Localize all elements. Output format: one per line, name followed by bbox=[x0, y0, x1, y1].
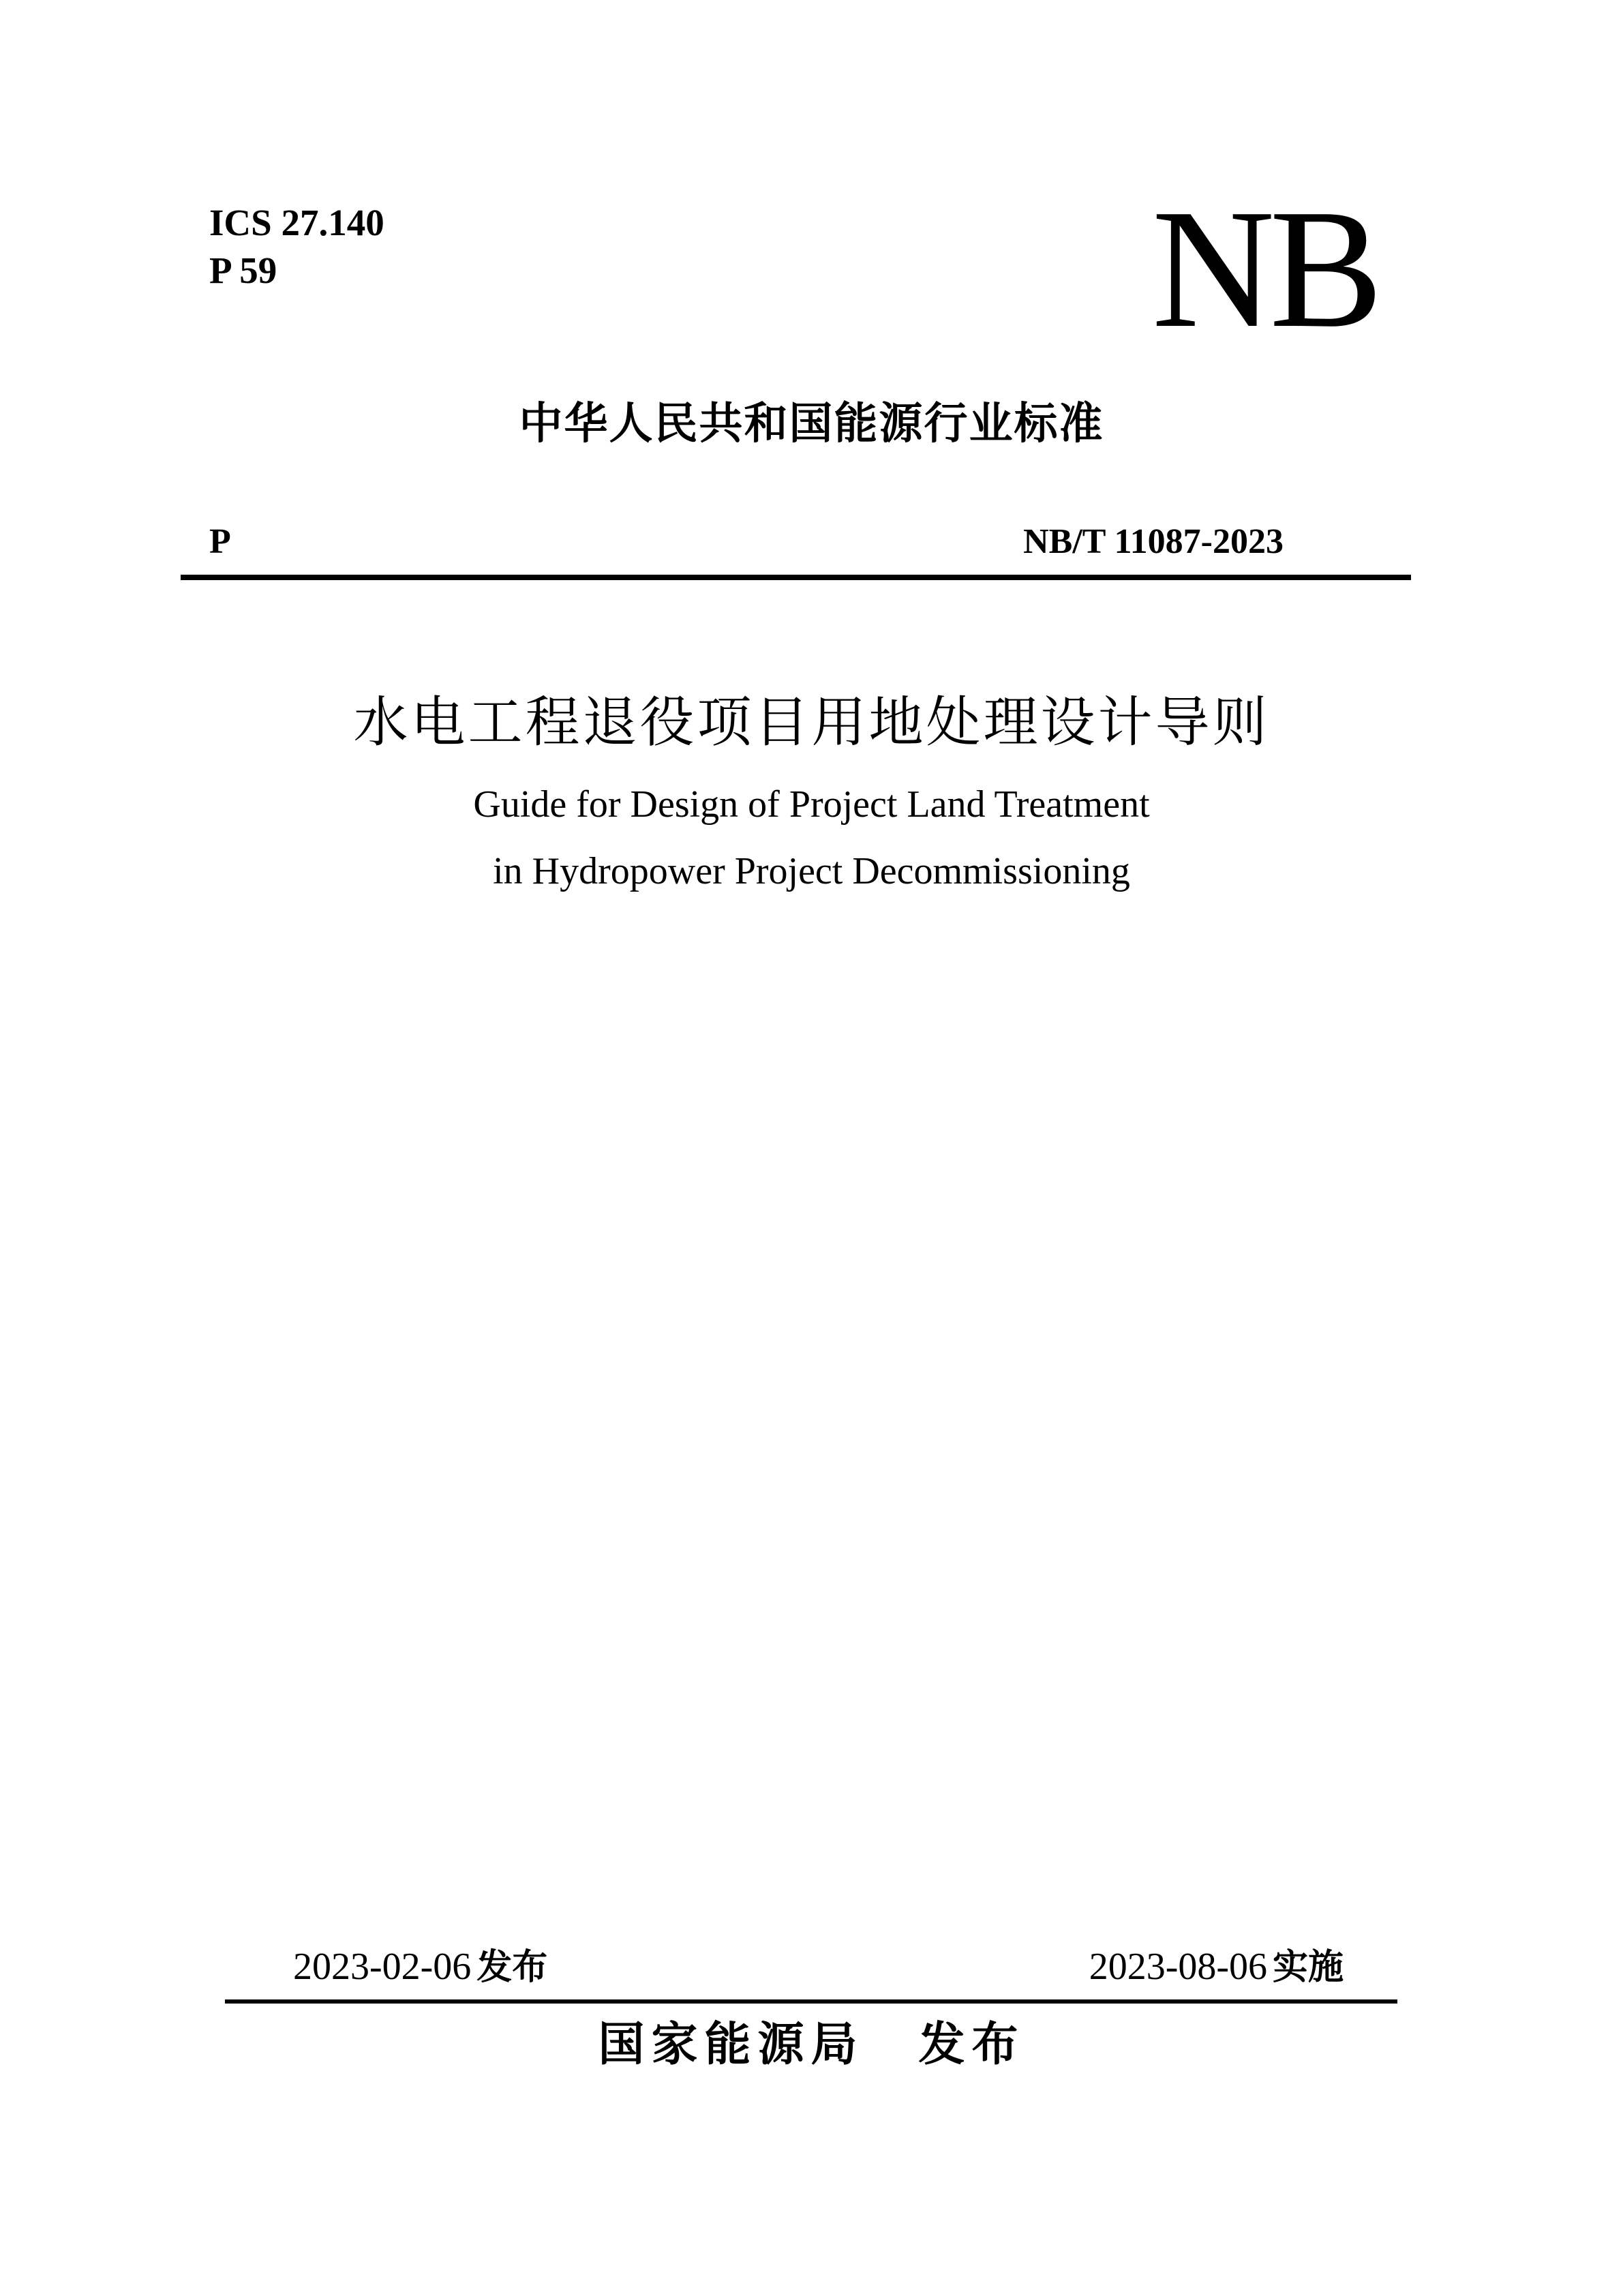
title-english-line-1: Guide for Design of Project Land Treatment bbox=[473, 783, 1150, 826]
implementation-label: 实施 bbox=[1272, 1947, 1344, 1988]
issue-date: 2023-02-06 bbox=[293, 1946, 472, 1988]
standard-organization-title: 中华人民共和国能源行业标准 bbox=[519, 399, 1104, 449]
title-english-line-2: in Hydropower Project Decommissioning bbox=[493, 850, 1130, 892]
bottom-divider bbox=[225, 1999, 1397, 2004]
classification-codes bbox=[209, 199, 384, 294]
standard-number: NB/T 11087-2023 bbox=[1023, 522, 1284, 561]
implementation-date: 2023-08-06 bbox=[1089, 1946, 1267, 1988]
classification-letter: P bbox=[209, 522, 231, 561]
implementation-date-block bbox=[1089, 1939, 1344, 1995]
issue-date-block bbox=[293, 1939, 547, 1995]
publisher-action: 发布 bbox=[918, 2018, 1025, 2072]
publisher-line bbox=[0, 2011, 1623, 2079]
title-chinese: 水电工程退役项目用地处理设计导则 bbox=[353, 691, 1270, 754]
ics-code: ICS 27.140 bbox=[209, 202, 384, 243]
publisher-name: 国家能源局 bbox=[598, 2018, 864, 2072]
top-divider bbox=[181, 575, 1411, 580]
nb-logo: NB bbox=[1151, 175, 1378, 363]
ccs-code: P 59 bbox=[209, 250, 277, 291]
issue-label: 发布 bbox=[476, 1947, 548, 1988]
